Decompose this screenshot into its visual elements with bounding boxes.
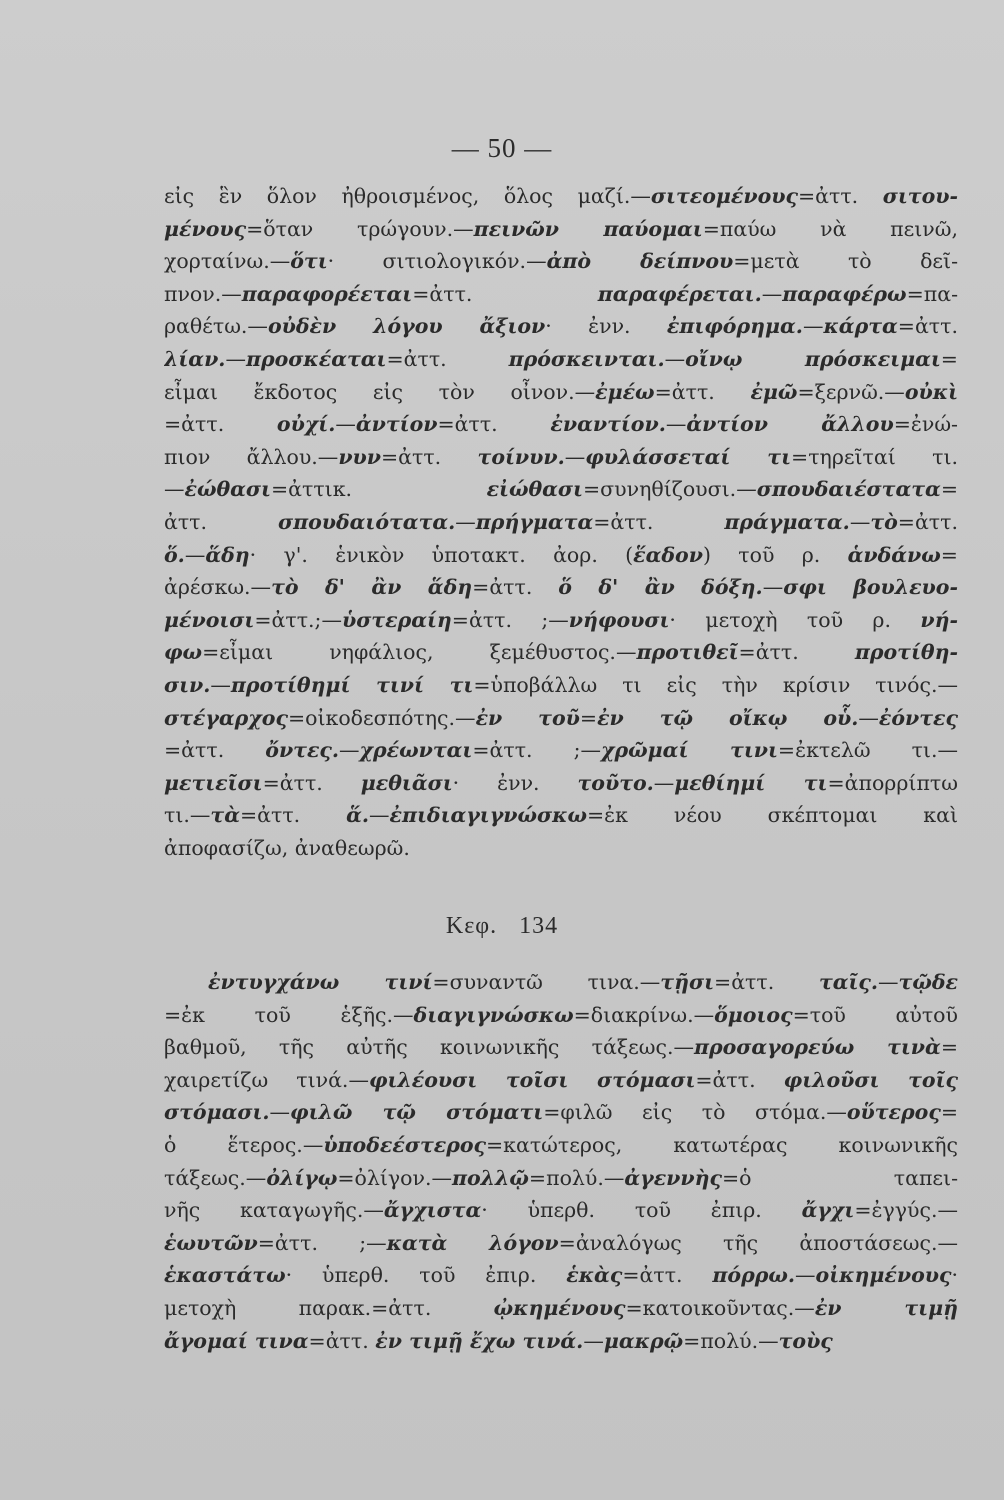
headword: μετιεῖσι (164, 770, 263, 795)
headword: οὐκὶ (904, 379, 958, 404)
text-line (164, 767, 958, 800)
gloss-text: ἀττ. (164, 509, 278, 534)
text-line (164, 213, 958, 246)
text-line (164, 1259, 958, 1292)
gloss-text: · σιτιολογικόν.— (327, 249, 547, 274)
headword: ἄγχιστα (383, 1198, 482, 1223)
gloss-text: χορταίνω.— (164, 249, 291, 274)
headword: μεθιᾶσι (360, 770, 453, 795)
text-line (164, 1194, 958, 1227)
gloss-text: =κατοικοῦντας.— (625, 1295, 815, 1320)
gloss-text: πνον.— (164, 281, 242, 306)
gloss-text: = (940, 346, 958, 371)
chapter-heading (0, 913, 1004, 940)
text-line (164, 376, 958, 409)
gloss-text: · γ'. ἑνικὸν ὑποτακτ. ἀορ. ( (249, 542, 634, 567)
page-number: — 50 — (451, 133, 553, 163)
text-line (164, 669, 958, 702)
headword: τὸ (870, 509, 898, 534)
headword: τῇσι (660, 970, 715, 994)
gloss-text: — (564, 444, 586, 469)
gloss-text: =πα- (906, 281, 958, 306)
gloss-text: =ὀλίγον.— (337, 1165, 452, 1190)
gloss-text: — (878, 970, 899, 994)
gloss-text: =ἀττ. (622, 1263, 713, 1288)
headword: ἐώθασι (184, 477, 271, 502)
gloss-text: =εἶμαι νηφάλιος, ξεμέθυστος.— (202, 640, 637, 665)
headword: ἑωυτῶν (164, 1230, 258, 1255)
headword: κάρτα (823, 314, 898, 339)
text-line (164, 310, 958, 343)
gloss-text: =ἀττ. (897, 509, 958, 534)
gloss-text: — (339, 738, 360, 763)
gloss-text: — (664, 346, 686, 371)
text-line (164, 966, 958, 999)
headword: ἀντίον ἄλλου (686, 412, 894, 437)
text-line (164, 832, 958, 865)
gloss-text: · ὑπερθ. τοῦ ἐπιρ. (285, 1263, 567, 1288)
headword: παραφέρω (782, 281, 907, 306)
headword: ἁνδάνω (847, 542, 941, 567)
gloss-text: =ὅταν τρώγουν.— (246, 216, 474, 241)
gloss-text: =ἀττικ. (270, 477, 487, 502)
headword: σιν. (164, 672, 211, 697)
text-line (164, 1325, 958, 1358)
text-line (164, 999, 958, 1032)
text-line (164, 1064, 958, 1097)
text-line (164, 571, 958, 604)
gloss-text: =ἐκ τοῦ ἑξῆς.— (164, 1002, 414, 1027)
text-line (164, 702, 958, 735)
headword: ἀντίον (355, 412, 438, 437)
gloss-text: =φιλῶ εἰς τὸ στόμα.— (543, 1100, 847, 1125)
gloss-text: =ἀττ. (386, 346, 509, 371)
gloss-text: =ἀττ. ;— (472, 738, 602, 763)
gloss-text: =τοῦ αὐτοῦ (792, 1002, 958, 1027)
gloss-text: =πολύ.— (528, 1165, 625, 1190)
headword: ἀγεννὴς (624, 1165, 722, 1190)
gloss-text: ὁ ἕτερος.— (164, 1132, 324, 1157)
headword: πεινῶν παύομαι (473, 216, 703, 241)
headword: ἄγομαί τινα (164, 1328, 309, 1353)
gloss-text: · ὑπερθ. τοῦ ἐπιρ. (481, 1198, 802, 1223)
headword: ἀπὸ δείπνου (546, 249, 734, 274)
gloss-text: — (455, 509, 476, 534)
gloss-text: =συνηθίζουσι.— (582, 477, 757, 502)
headword: μεθίημί τι (674, 770, 828, 795)
headword: τοίνυν. (477, 444, 565, 469)
headword: προτίθη- (854, 640, 958, 665)
text-line (164, 636, 958, 669)
headword: προσκέαται (245, 346, 387, 371)
headword: ἐμῶ (750, 379, 798, 404)
headword: χρέωνται (359, 738, 473, 763)
gloss-text: — (269, 1100, 291, 1125)
headword: τὸ δ' ἂν ἅδη (271, 575, 473, 600)
headword: πολλῷ (451, 1165, 529, 1190)
headword: τὰ (210, 803, 240, 828)
headword: νυν (338, 444, 381, 469)
gloss-text: ) τοῦ ρ. (702, 542, 848, 567)
gloss-text: =ἀττ. (164, 738, 266, 763)
gloss-text: — (761, 281, 783, 306)
headword: ἐν τιμῇ ἔχω τινά. (375, 1328, 584, 1353)
headword: χρῶμαί τινι (601, 738, 778, 763)
gloss-text: = (940, 477, 958, 502)
text-line (164, 1162, 958, 1195)
gloss-text: ἀρέσκω.— (164, 575, 272, 600)
text-line (164, 539, 958, 572)
gloss-text: =ἀττ. (738, 640, 855, 665)
gloss-text: · (951, 1263, 958, 1288)
text-line (164, 408, 958, 441)
headword: πρήγματα (475, 509, 594, 534)
gloss-text: =κατώτερος, κατωτέρας κοινωνικῆς (486, 1132, 958, 1157)
gloss-text: = (940, 542, 958, 567)
gloss-text: · ἐνν. (545, 314, 667, 339)
gloss-text: νῆς καταγωγῆς.— (164, 1198, 384, 1223)
gloss-text: =συναντῶ τινα.— (432, 970, 661, 994)
gloss-text: χαιρετίζω τινά.— (164, 1067, 369, 1092)
gloss-text: =ἀναλόγως τῆς ἀποστάσεως.— (558, 1230, 958, 1255)
gloss-text: εἶμαι ἔκδοτος εἰς τὸν οἶνον.— (164, 379, 596, 404)
headword: κατὰ λόγον (386, 1230, 559, 1255)
text-line (164, 1096, 958, 1129)
text-line (164, 278, 958, 311)
gloss-text: =διακρίνω.— (573, 1002, 715, 1027)
headword: ὅμοιος (714, 1002, 793, 1027)
gloss-text: =ἀττ. (437, 412, 551, 437)
text-line (164, 1129, 958, 1162)
gloss-text: =ὑποβάλλω τι εἰς τὴν κρίσιν τινός.— (473, 672, 958, 697)
gloss-text: — (225, 346, 246, 371)
headword: ὅ. (164, 542, 185, 567)
gloss-text: — (665, 412, 687, 437)
gloss-text: =ἀττ. (239, 803, 347, 828)
headword: ἐντυγχάνω τινί (208, 970, 433, 994)
headword: ἐπιφόρημα. (666, 314, 803, 339)
headword: ᾠκημένους (493, 1295, 626, 1320)
gloss-text: — (335, 412, 356, 437)
headword: προτίθημί τινί τι (230, 672, 474, 697)
text-line (164, 473, 958, 506)
gloss-text: τι.— (164, 803, 211, 828)
gloss-text: — (802, 314, 824, 339)
glossary-text-block (164, 966, 958, 1357)
gloss-text: =ἀπορρίπτω (827, 770, 958, 795)
gloss-text: =ἀττ.;— (254, 607, 342, 632)
gloss-text: =ἀττ. ;— (451, 607, 569, 632)
gloss-text: =τηρεῖταί τι. (791, 444, 958, 469)
gloss-text: =ἀττ. ;— (257, 1230, 387, 1255)
headword: μένους (164, 216, 247, 241)
headword: τοῦτο. (577, 770, 654, 795)
gloss-text: πιον ἄλλου.— (164, 444, 339, 469)
headword: νή- (920, 607, 958, 632)
gloss-text: — (583, 1328, 604, 1353)
headword: προτιθεῖ (636, 640, 739, 665)
headword: ἐμέω (595, 379, 655, 404)
headword: πόρρω. (712, 1263, 796, 1288)
headword: ἐπιδιαγιγνώσκω (389, 803, 587, 828)
headword: ἑκὰς (566, 1263, 623, 1288)
chapter-label: Κεφ. (445, 913, 498, 939)
gloss-text: =ξερνῶ.— (797, 379, 905, 404)
gloss-text: — (210, 672, 231, 697)
headword: ἕαδον (633, 542, 703, 567)
headword: σφι βουλευο- (783, 575, 958, 600)
headword: σπουδαιέστατα (756, 477, 941, 502)
headword: μακρῷ (603, 1328, 684, 1353)
gloss-text: =ἀττ. (593, 509, 725, 534)
headword: ταῖς. (818, 970, 879, 994)
gloss-text: · ἐνν. (452, 770, 578, 795)
gloss-text: — (653, 770, 675, 795)
headword: μένοισι (164, 607, 255, 632)
gloss-text: — (849, 509, 871, 534)
headword: φυλάσσεταί τι (585, 444, 792, 469)
text-line (164, 604, 958, 637)
headword: σπουδαιότατα. (277, 509, 456, 534)
gloss-text: =ἀττ. (262, 770, 361, 795)
gloss-text: =ἀττ. (412, 281, 598, 306)
gloss-text: — (184, 542, 206, 567)
gloss-text: =ἐκ νέου σκέπτομαι καὶ (587, 803, 958, 828)
gloss-text: ραθέτω.— (164, 314, 268, 339)
headword: παραφορέεται (241, 281, 413, 306)
headword: οἰκημένους (815, 1263, 952, 1288)
headword: φιλῶ τῷ στόματι (290, 1100, 544, 1125)
gloss-text: =ἐκτελῶ τι.— (777, 738, 958, 763)
headword: νήφουσι (568, 607, 670, 632)
headword: σιτεομένους (650, 184, 798, 208)
headword: στέγαρχος (164, 705, 288, 730)
headword: οὕτερος (846, 1100, 941, 1125)
gloss-text: =μετὰ τὸ δεῖ- (733, 249, 958, 274)
text-line (164, 799, 958, 832)
headword: ἑκαστάτω (164, 1263, 286, 1288)
gloss-text: =ἐνώ- (893, 412, 958, 437)
headword: ὅτι (290, 249, 328, 274)
text-line (164, 180, 958, 213)
text-line (164, 441, 958, 474)
headword: πρόσκεινται. (508, 346, 665, 371)
gloss-text: =οἰκοδεσπότης.— (287, 705, 476, 730)
gloss-text: μετοχὴ παρακ.=ἀττ. (164, 1295, 494, 1320)
headword: φιλοῦσι τοῖς (783, 1067, 958, 1092)
gloss-text: · μετοχὴ τοῦ ρ. (669, 607, 921, 632)
gloss-text: — (795, 1263, 816, 1288)
gloss-text: ἀποφασίζω, ἀναθεωρῶ. (164, 835, 410, 860)
headword: εἰώθασι (486, 477, 583, 502)
text-line (164, 245, 958, 278)
headword: φιλέουσι τοῖσι στόμασι (368, 1067, 696, 1092)
text-line (164, 343, 958, 376)
gloss-text: =ἀττ. (164, 412, 277, 437)
headword: πράγματα. (724, 509, 850, 534)
gloss-text: =ἀττ. (797, 184, 883, 208)
headword: φω (164, 640, 203, 665)
gloss-text: =ἀττ. (472, 575, 559, 600)
headword: ὅ δ' ἂν δόξη. (558, 575, 763, 600)
gloss-text: βαθμοῦ, τῆς αὐτῆς κοινωνικῆς τάξεως.— (164, 1035, 694, 1060)
gloss-text: — (762, 575, 784, 600)
gloss-text: =πολύ.— (683, 1328, 779, 1353)
text-line (164, 506, 958, 539)
gloss-text: =ἀττ. (897, 314, 958, 339)
gloss-text: =ἀττ. (714, 970, 819, 994)
gloss-text: =παύω νὰ πεινῶ, (702, 216, 958, 241)
gloss-text: =ἐγγύς.— (854, 1198, 958, 1223)
headword: ἅ. (346, 803, 370, 828)
gloss-text: — (369, 803, 390, 828)
chapter-number: 134 (519, 913, 559, 939)
headword: τῷδε (898, 970, 958, 994)
headword: λίαν. (164, 346, 226, 371)
gloss-text: = (579, 705, 598, 730)
headword: ἐν τιμῇ (814, 1295, 958, 1320)
text-line (164, 1292, 958, 1325)
headword: ὑστεραίη (341, 607, 452, 632)
headword: σιτου- (882, 184, 958, 208)
headword: ἐν τῷ οἴκῳ οὗ. (597, 705, 859, 730)
gloss-text: =ὁ ταπει- (722, 1165, 958, 1190)
gloss-text: — (164, 477, 185, 502)
headword: ἐναντίον. (550, 412, 666, 437)
headword: παραφέρεται. (597, 281, 762, 306)
headword: ὄντες. (265, 738, 340, 763)
headword: οὐδὲν λόγου ἄξιον (267, 314, 546, 339)
gloss-text: =ἀττ. (380, 444, 478, 469)
headword: ἄγχι (801, 1198, 855, 1223)
text-line (164, 1031, 958, 1064)
headword: στόμασι. (164, 1100, 270, 1125)
gloss-text: = (940, 1100, 958, 1125)
headword: διαγιγνώσκω (413, 1002, 574, 1027)
gloss-text: =ἀττ. (695, 1067, 784, 1092)
headword: ἐν τοῦ (475, 705, 580, 730)
headword: προσαγορεύω τινὰ (693, 1035, 941, 1060)
headword: ὀλίγῳ (266, 1165, 338, 1190)
headword: ἅδη (205, 542, 250, 567)
headword: οὐχί. (276, 412, 336, 437)
text-line (164, 734, 958, 767)
gloss-text: =ἀττ. (308, 1328, 376, 1353)
headword: τοὺς (778, 1328, 833, 1353)
headword: οἴνῳ πρόσκειμαι (685, 346, 941, 371)
headword: ὑποδεέστερος (323, 1132, 486, 1157)
text-line (164, 1227, 958, 1260)
gloss-text: τάξεως.— (164, 1165, 267, 1190)
gloss-text: — (858, 705, 879, 730)
headword: ἐόντες (878, 705, 958, 730)
gloss-text: = (940, 1035, 958, 1060)
gloss-text: εἰς ἓν ὅλον ἠθροισμένος, ὅλος μαζί.— (164, 184, 651, 208)
gloss-text: =ἀττ. (654, 379, 751, 404)
glossary-text-block (164, 180, 958, 864)
